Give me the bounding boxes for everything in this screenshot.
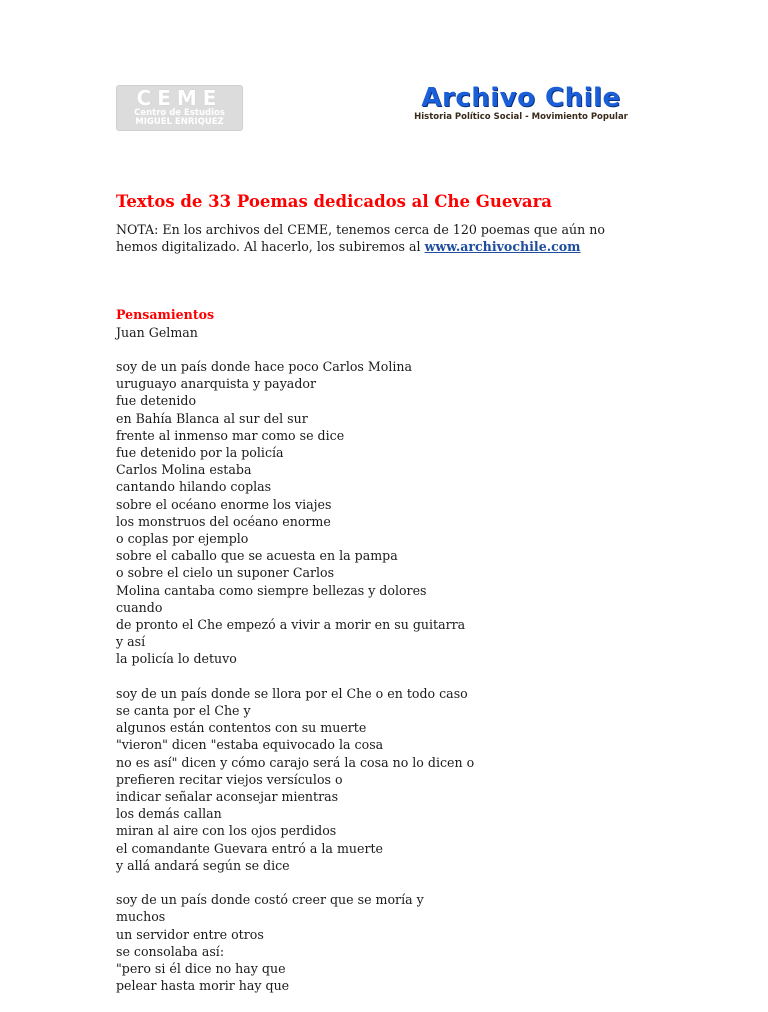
poem-line: pelear hasta morir hay que	[116, 978, 290, 994]
archivo-chile-logo-text: Archivo Chile	[421, 83, 621, 113]
poem-line: Molina cantaba como siempre bellezas y dolores	[116, 582, 427, 598]
poem-line: uruguayo anarquista y payador	[116, 376, 316, 392]
poem-line: fue detenido	[116, 393, 197, 409]
poem-line: y así	[116, 634, 146, 650]
poem-line: indicar señalar aconsejar mientras	[116, 789, 339, 805]
poem-line: Carlos Molina estaba	[116, 462, 252, 478]
poem-line: soy de un país donde hace poco Carlos Molina	[116, 359, 413, 374]
poem-line: y allá andará según se dice	[116, 857, 290, 873]
poem-line: miran al aire con los ojos perdidos	[116, 823, 337, 839]
poem-line: se consolaba así:	[116, 943, 225, 959]
poem-line: o coplas por ejemplo	[116, 531, 249, 547]
poem-line: cuando	[116, 599, 163, 615]
poem-line: frente al inmenso mar como se dice	[116, 427, 345, 443]
poem-line: soy de un país donde costó creer que se moría y	[116, 892, 424, 908]
note-paragraph	[116, 221, 676, 255]
note-line: NOTA: En los archivos del CEME, tenemos cerca de 120 poemas que aún no	[116, 222, 605, 237]
poem-line: fue detenido por la policía	[116, 445, 284, 461]
poem-line: cantando hilando coplas	[116, 479, 272, 495]
archivochile-link[interactable]: www.archivochile.com	[424, 239, 581, 255]
poem-line: "pero si él dice no hay que	[116, 961, 286, 977]
poem-line: "vieron" dicen "estaba equivocado la cosa	[116, 737, 384, 753]
poem-line: en Bahía Blanca al sur del sur	[116, 410, 308, 426]
poem-line: prefieren recitar viejos versículos o	[116, 771, 343, 787]
poem-line: muchos	[116, 909, 166, 925]
poem-line: se canta por el Che y	[116, 703, 251, 719]
poem-line: de pronto el Che empezó a vivir a morir en su guitarra	[116, 617, 466, 633]
ceme-logo-line1: Centro de Estudios	[134, 108, 225, 118]
poem-stanza	[116, 685, 676, 874]
poem-line: los demás callan	[116, 806, 222, 822]
poem-stanza	[116, 358, 676, 668]
ceme-logo	[116, 85, 243, 131]
poem-line: soy de un país donde se llora por el Che o en todo caso	[116, 685, 468, 701]
poem-line: los monstruos del océano enorme	[116, 513, 331, 529]
poem-stanza	[116, 891, 676, 994]
note-line: hemos digitalizado. Al hacerlo, los subiremos al	[116, 239, 425, 255]
poem-author: Juan Gelman	[116, 324, 198, 340]
archivo-chile-logo	[400, 84, 642, 123]
poem-line: algunos están contentos con su muerte	[116, 720, 367, 736]
poem-line: no es así" dicen y cómo carajo será la cosa no lo dicen o	[116, 754, 475, 770]
poem-line: sobre el océano enorme los viajes	[116, 496, 332, 512]
ceme-logo-line2: MIGUEL ENRIQUEZ	[135, 117, 224, 127]
document-body	[116, 191, 676, 1012]
poem-line: un servidor entre otros	[116, 926, 264, 942]
poem-line: sobre el caballo que se acuesta en la pampa	[116, 548, 398, 564]
ceme-logo-text: CEME	[136, 86, 223, 110]
document-title: Textos de 33 Poemas dedicados al Che Guevara	[116, 192, 552, 211]
poem-title: Pensamientos	[116, 307, 215, 323]
archivo-chile-logo-subtitle: Historia Político Social - Movimiento Popular	[414, 112, 628, 122]
poem-line: o sobre el cielo un suponer Carlos	[116, 565, 335, 581]
poem-stanzas	[116, 358, 676, 994]
note-line-with-link	[116, 238, 676, 255]
poem-line: la policía lo detuvo	[116, 651, 237, 667]
poem-line: el comandante Guevara entró a la muerte	[116, 840, 383, 856]
